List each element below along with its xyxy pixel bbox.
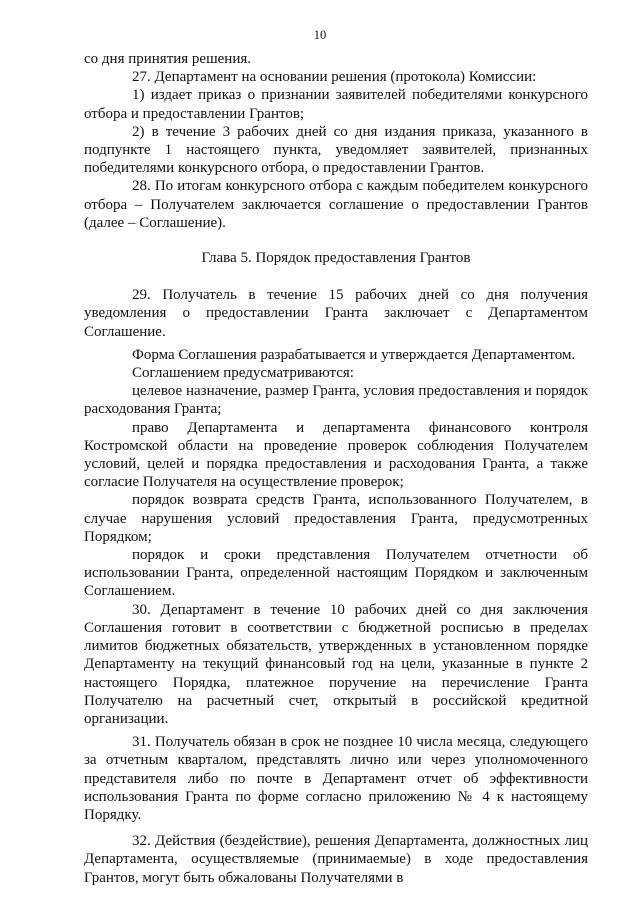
list-item: целевое назначение, размер Гранта, условия предоставления и порядок расходования Гранта; [84, 383, 588, 418]
list-item: порядок и сроки представления Получателем отчетности об использовании Гранта, определенной настоящим Порядком и заключенным Соглашением. [84, 547, 588, 600]
paragraph: со дня принятия решения. [84, 51, 251, 67]
list-item: право Департамента и департамента финансового контроля Костромской области на проведение проверок соблюдения Получателем условий, целей и порядка предоставления и расходования Гранта, а также согласие Получателя на осуществление проверок; [84, 419, 588, 491]
paragraph-clause-29: 29. Получатель в течение 15 рабочих дней со дня получения уведомления о предоставлении Гранта заключает с Департаментом Соглашение. [84, 287, 588, 340]
paragraph-clause-28: 28. По итогам конкурсного отбора с каждым победителем конкурсного отбора – Получателем заключается соглашение о предоставлении Грантов (далее – Соглашение). [84, 178, 588, 231]
chapter-heading: Глава 5. Порядок предоставления Грантов [201, 250, 471, 267]
paragraph: Форма Соглашения разрабатывается и утверждается Департаментом. [132, 346, 576, 363]
paragraph-clause-27-1: 1) издает приказ о признании заявителей победителями конкурсного отбора и предоставлении Грантов; [84, 87, 588, 122]
document-body [84, 50, 588, 887]
paragraph: Соглашением предусматриваются: [132, 365, 354, 382]
page-number: 10 [313, 28, 327, 42]
list-item: порядок возврата средств Гранта, использованного Получателем, в случае нарушения условий предоставления Гранта, предусмотренных Порядком; [84, 492, 588, 545]
paragraph-clause-27: 27. Департамент на основании решения (протокола) Комиссии: [132, 69, 537, 86]
paragraph-clause-31: 31. Получатель обязан в срок не позднее 10 числа месяца, следующего за отчетным кварталом, представлять лично или через уполномоченного представителя либо по почте в Департамент отчет об эффективности использования Гранта по форме согласно приложению № 4 к настоящему Порядку. [84, 734, 588, 823]
paragraph-clause-32: 32. Действия (бездействие), решения Департамента, должностных лиц Департамента, осуществляемые (принимаемые) в ходе предоставления Грантов, могут быть обжалованы Получателями в [84, 833, 588, 886]
paragraph-clause-27-2: 2) в течение 3 рабочих дней со дня издания приказа, указанного в подпункте 1 настоящего пункта, уведомляет заявителей, признанных победителями конкурсного отбора, о предоставлении Грантов. [84, 123, 588, 177]
paragraph-clause-30: 30. Департамент в течение 10 рабочих дней со дня заключения Соглашения готовит в соответствии с бюджетной росписью в пределах лимитов бюджетных обязательств, утвержденных в установленном порядке Департаменту на текущий финансовый год на цели, указанные в пункте 2 настоящего Порядка, платежное поручение на перечисление Гранта Получателю на расчетный счет, открытый в российской кредитной организации. [84, 601, 588, 727]
